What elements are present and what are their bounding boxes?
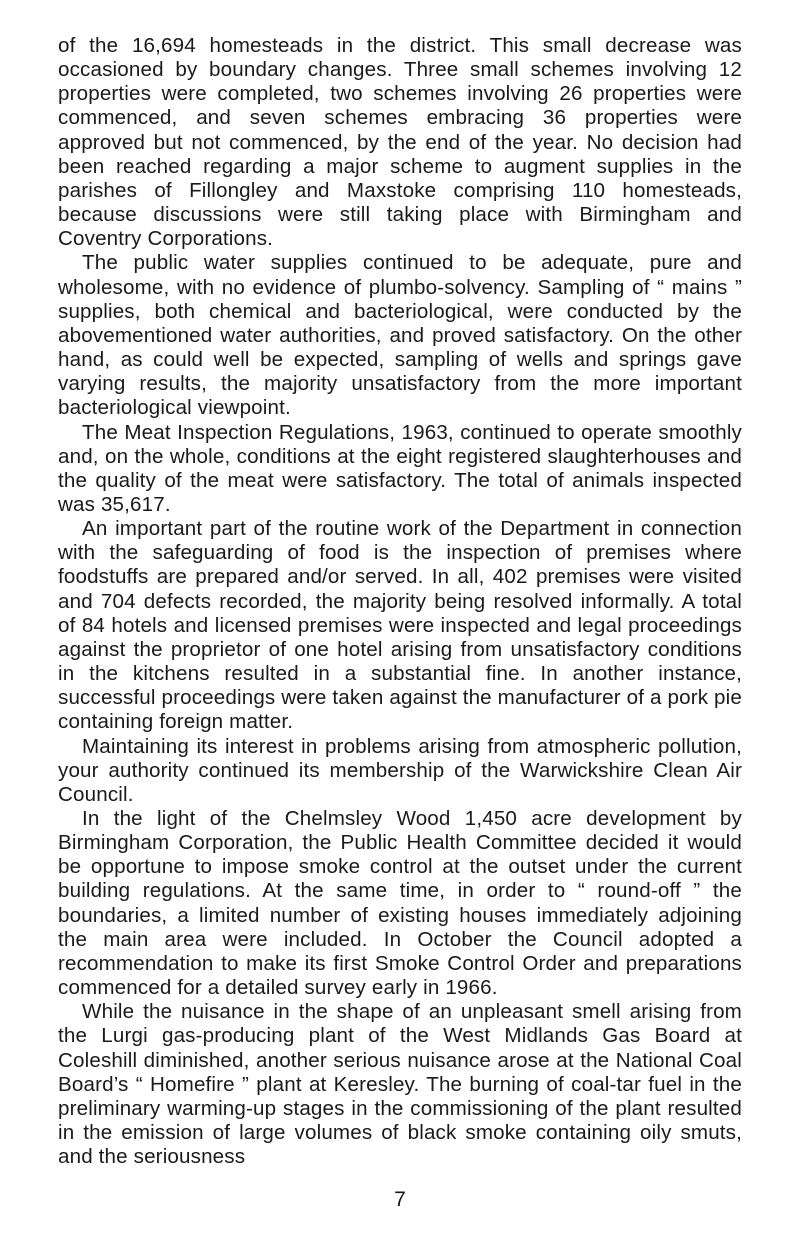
paragraph-atmospheric-pollution: Maintaining its interest in problems arising from atmospheric pollution, your authority continued its membership of the Warwickshire Clean Air Council. bbox=[58, 734, 742, 806]
document-body bbox=[58, 34, 742, 1169]
paragraph-water-schemes: of the 16,694 homesteads in the district. This small decrease was occasioned by boundary changes. Three small schemes involving 12 properties were completed, two schemes involving 26 properties were commenced, and seven schemes embracing 36 properties were approved but not commenced, by the end of the year. No decision had been reached regarding a major scheme to augment supplies in the parishes of Fillongley and Maxstoke comprising 110 homesteads, because discussions were still taking place with Birmingham and Coventry Corporations. bbox=[58, 34, 742, 251]
paragraph-smoke-control: In the light of the Chelmsley Wood 1,450 acre development by Birmingham Corporation, the Public Health Committee decided it would be opportune to impose smoke control at the outset under the current building regulations. At the same time, in order to “ round-off ” the boundaries, a limited number of existing houses immediately adjoining the main area were included. In October the Council adopted a recommendation to make its first Smoke Control Order and preparations commenced for a detailed survey early in 1966. bbox=[58, 807, 742, 1000]
paragraph-nuisance: While the nuisance in the shape of an unpleasant smell arising from the Lurgi gas-producing plant of the West Midlands Gas Board at Coleshill diminished, another serious nuisance arose at the National Coal Board’s “ Homefire ” plant at Keresley. The burning of coal-tar fuel in the preliminary warming-up stages in the commissioning of the plant resulted in the emission of large volumes of black smoke containing oily smuts, and the seriousness bbox=[58, 1000, 742, 1169]
paragraph-food-premises: An important part of the routine work of the Department in connection with the safeguarding of food is the inspection of premises where foodstuffs are prepared and/or served. In all, 402 premises were visited and 704 defects recorded, the majority being resolved informally. A total of 84 hotels and licensed premises were inspected and legal proceedings against the proprietor of one hotel arising from unsatisfactory conditions in the kitchens resulted in a substantial fine. In another instance, successful proceedings were taken against the manufacturer of a pork pie containing foreign matter. bbox=[58, 517, 742, 734]
paragraph-public-water-supplies: The public water supplies continued to be adequate, pure and wholesome, with no evidence of plumbo-solvency. Sampling of “ mains ” supplies, both chemical and bacteriological, were conducted by the abovementioned water authorities, and proved satisfactory. On the other hand, as could well be expected, sampling of wells and springs gave varying results, the majority unsatisfactory from the more important bacteriological viewpoint. bbox=[58, 251, 742, 420]
paragraph-meat-inspection: The Meat Inspection Regulations, 1963, continued to operate smoothly and, on the whole, conditions at the eight registered slaughterhouses and the quality of the meat were satisfactory. The total of animals inspected was 35,617. bbox=[58, 420, 742, 516]
page-number: 7 bbox=[394, 1188, 406, 1211]
